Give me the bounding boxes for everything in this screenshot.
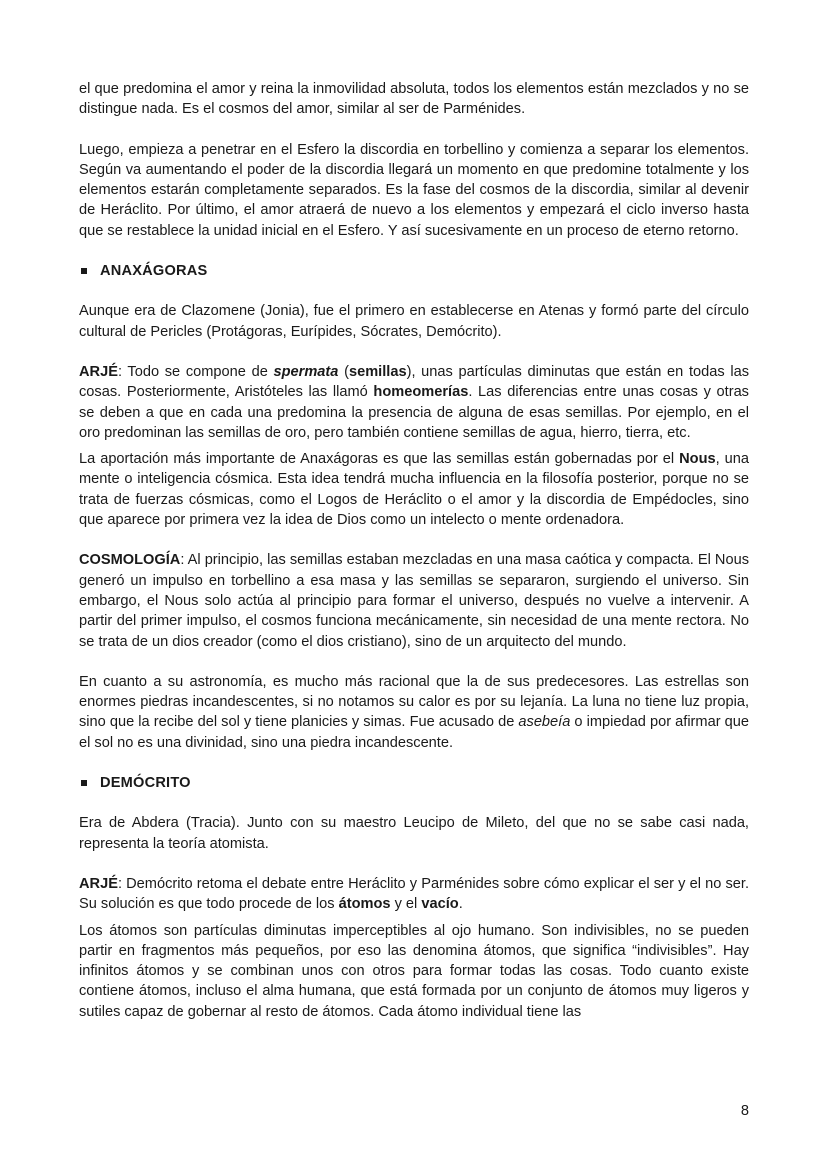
anaxagoras-astronomia-paragraph	[79, 672, 749, 753]
text-run: (	[338, 363, 349, 380]
text-run: o impiedad por afirmar que el sol no es una divinidad, sino una piedra incandescente.	[79, 714, 749, 751]
heading-text: DEMÓCRITO	[100, 775, 191, 792]
text-run: : Todo se compone de	[117, 363, 274, 380]
text-run: , una mente o inteligencia cósmica. Esta idea tendrá mucha influencia en la filosofía posterior, porque no se trata de fuerzas cósmicas, como el Logos de Heráclito o el amor y la discordia de Empédocles, sino que aparece por primera vez la idea de Dios como un intelecto o mente ordenadora.	[79, 451, 749, 529]
term-vacio: vacío	[421, 896, 459, 913]
text-run: La aportación más importante de Anaxágoras es que las semillas están gobernadas por el	[79, 451, 680, 468]
term-asebeia: asebeía	[518, 714, 571, 731]
intro-paragraph-2: Luego, empieza a penetrar en el Esfero la discordia en torbellino y comienza a separar los elementos. Según va aumentando el poder de la discordia llegará un momento en que predomine totalmente y los elementos estarán completamente separados. Es la fase del cosmos de la discordia, similar al devenir de Heráclito. Por último, el amor atraerá de nuevo a los elementos y empezará el ciclo inverso hasta que se restablece la unidad inicial en el Esfero. Y así sucesivamente en un proceso de eterno retorno.	[79, 141, 749, 239]
cosmologia-label: COSMOLOGÍA	[79, 552, 181, 569]
term-nous: Nous	[679, 451, 716, 468]
arje-label: ARJÉ	[79, 363, 118, 380]
text-run: : Demócrito retoma el debate entre Heráclito y Parménides sobre cómo explicar el ser y el no ser. Su solución es que todo procede de los	[79, 875, 749, 913]
arje-label: ARJÉ	[79, 875, 118, 892]
anaxagoras-arje-paragraph	[79, 362, 749, 443]
page-number: 8	[740, 1103, 749, 1119]
square-bullet-icon	[81, 780, 87, 786]
democrito-origin-paragraph: Era de Abdera (Tracia). Junto con su maestro Leucipo de Mileto, del que no se sabe casi nada, representa la teoría atomista.	[79, 815, 749, 852]
anaxagoras-nous-paragraph	[79, 449, 749, 530]
heading-text: ANAXÁGORAS	[100, 263, 208, 280]
term-semillas: semillas	[348, 363, 407, 380]
text-run: .	[458, 896, 463, 913]
democrito-atomos-paragraph: Los átomos son partículas diminutas imperceptibles al ojo humano. Son indivisibles, no se pueden partir en fragmentos más pequeños, por eso las denomina átomos, que significa “indivisibles”. Hay infinitos átomos y se combinan unos con otros para formar todas las cosas. Todo cuanto existe contiene átomos, incluso el alma humana, que está formada por un conjunto de átomos muy ligeros y sutiles capaz de gobernar al resto de átomos. Cada átomo individual tiene las	[79, 922, 749, 1020]
text-run: . Las diferencias entre unas cosas y otras se deben a que en cada una predomina la presencia de alguna de esas semillas. Por ejemplo, en el oro predominan las semillas de oro, pero también contiene semillas de agua, hierro, tierra, etc.	[79, 384, 749, 441]
term-homeomerias: homeomerías	[373, 384, 469, 401]
text-run: ), unas partículas diminutas que están en todas las cosas. Posteriormente, Aristóteles las llamó	[79, 363, 750, 401]
square-bullet-icon	[81, 268, 87, 274]
page-content	[79, 79, 749, 1042]
section-heading-anaxagoras	[79, 261, 749, 281]
anaxagoras-origin-paragraph: Aunque era de Clazomene (Jonia), fue el primero en establecerse en Atenas y formó parte del círculo cultural de Pericles (Protágoras, Eurípides, Sócrates, Demócrito).	[79, 303, 749, 340]
democrito-arje-paragraph	[79, 874, 749, 915]
anaxagoras-cosmologia-paragraph	[79, 550, 749, 651]
term-spermata: spermata	[273, 363, 339, 380]
section-heading-democrito	[79, 773, 749, 793]
text-run: : Al principio, las semillas estaban mezcladas en una masa caótica y compacta. El Nous generó un impulso en torbellino a esa masa y las semillas se separaron, surgiendo el universo. Sin embargo, el Nous solo actúa al principio para formar el universo, después no vuelve a intervenir. A partir del primer impulso, el cosmos funciona mecánicamente, sin necesidad de una mente rectora. No se trata de un dios creador (como el dios cristiano), sino de un arquitecto del mundo.	[79, 552, 749, 650]
text-run: En cuanto a su astronomía, es mucho más racional que la de sus predecesores. Las estrellas son enormes piedras incandescentes, si no notamos su calor es por su lejanía. La luna no tiene luz propia, sino que la recibe del sol y tiene planicies y simas. Fue acusado de	[79, 673, 749, 731]
intro-paragraph-1: el que predomina el amor y reina la inmovilidad absoluta, todos los elementos están mezclados y no se distingue nada. Es el cosmos del amor, similar al ser de Parménides.	[79, 81, 749, 118]
term-atomos: átomos	[338, 896, 391, 913]
text-run: y el	[390, 896, 422, 913]
